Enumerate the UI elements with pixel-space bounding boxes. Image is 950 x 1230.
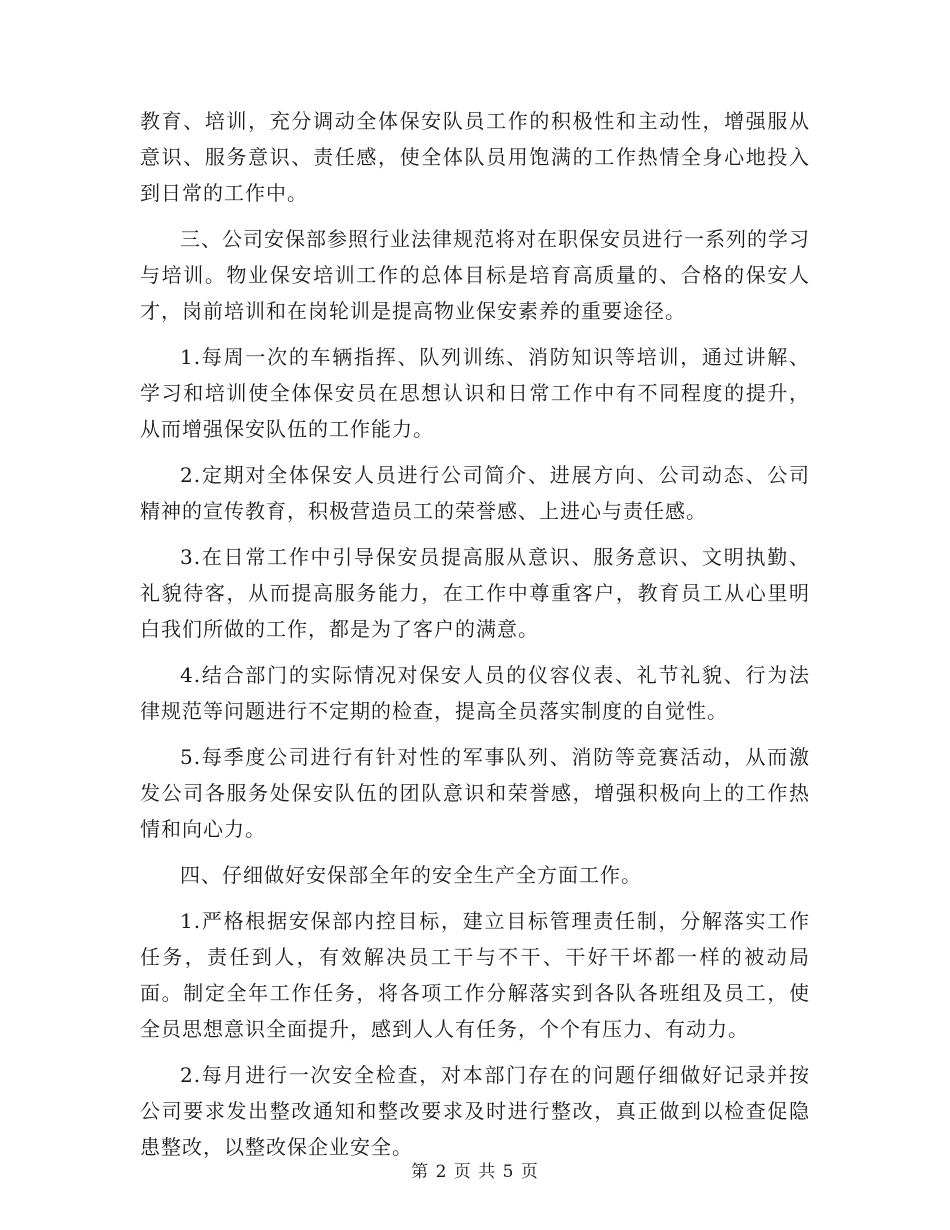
item-4-irregular-inspection: 4.结合部门的实际情况对保安人员的仪容仪表、礼节礼貌、行为法律规范等问题进行不定期的检查，提高全员落实制度的自觉性。 [140, 663, 810, 723]
paragraph-continuation: 教育、培训，充分调动全体保安队员工作的积极性和主动性，增强服从意识、服务意识、责任感，使全体队员用饱满的工作热情全身心地投入到日常的工作中。 [140, 109, 810, 205]
item-1-weekly-training: 1.每周一次的车辆指挥、队列训练、消防知识等培训，通过讲解、学习和培训使全体保安员在思想认识和日常工作中有不同程度的提升，从而增强保安队伍的工作能力。 [140, 345, 810, 441]
item-3-service-awareness: 3.在日常工作中引导保安员提高服从意识、服务意识、文明执勤、礼貌待客，从而提高服务能力，在工作中尊重客户，教育员工从心里明白我们所做的工作，都是为了客户的满意。 [140, 545, 810, 641]
item-5-quarterly-competition: 5.每季度公司进行有针对性的军事队列、消防等竞赛活动，从而激发公司各服务处保安队伍的团队意识和荣誉感，增强积极向上的工作热情和向心力。 [140, 745, 810, 841]
item-2-monthly-inspection: 2.每月进行一次安全检查，对本部门存在的问题仔细做好记录并按公司要求发出整改通知和整改要求及时进行整改，真正做到以检查促隐患整改，以整改保企业安全。 [140, 1063, 810, 1159]
section-four-heading: 四、仔细做好安保部全年的安全生产全方面工作。 [180, 863, 642, 887]
document-body [140, 103, 810, 1175]
item-1-responsibility-system: 1.严格根据安保部内控目标，建立目标管理责任制，分解落实工作任务，责任到人，有效解决员工干与不干、干好干坏都一样的被动局面。制定全年工作任务，将各项工作分解落实到各队各班组及员工，使全员思想意识全面提升，感到人人有任务，个个有压力、有动力。 [140, 909, 810, 1041]
item-2-company-education: 2.定期对全体保安人员进行公司简介、进展方向、公司动态、公司精神的宣传教育，积极营造员工的荣誉感、上进心与责任感。 [140, 463, 810, 523]
section-three-heading-paragraph: 三、公司安保部参照行业法律规范将对在职保安员进行一系列的学习与培训。物业保安培训工作的总体目标是培育高质量的、合格的保安人才，岗前培训和在岗轮训是提高物业保安素养的重要途径。 [140, 227, 810, 323]
page-number-footer: 第 2 页 共 5 页 [411, 1162, 539, 1182]
